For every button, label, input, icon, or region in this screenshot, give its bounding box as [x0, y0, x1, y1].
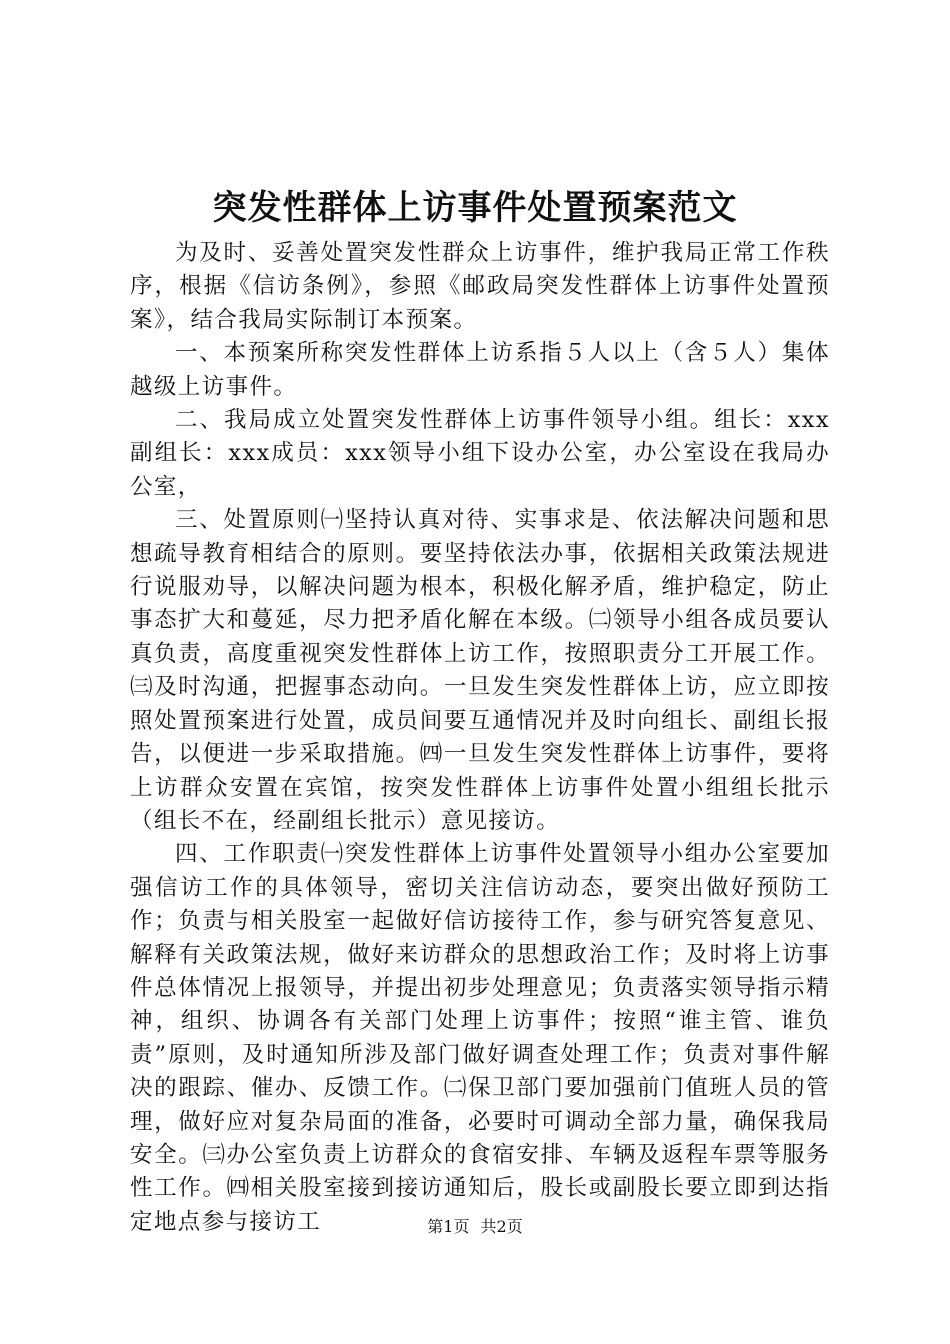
document-title: 突发性群体上访事件处置预案范文: [212, 188, 738, 228]
paragraph-intro: 为及时、妥善处置突发性群众上访事件，维护我局正常工作秩序，根据《信访条例》，参照《邮政局突发性群体上访事件处置预案》，结合我局实际制订本预案。: [130, 240, 830, 333]
paragraph-section-2: 二、我局成立处置突发性群体上访事件领导小组。组长：xxx副组长：xxx成员：xxx领导小组下设办公室，办公室设在我局办公室，: [130, 407, 830, 500]
paragraph-section-1: 一、本预案所称突发性群体上访系指５人以上（含５人）集体越级上访事件。: [130, 340, 830, 400]
page-total: 共2页: [480, 1217, 523, 1236]
page-number: 第1页: [427, 1217, 470, 1236]
document-body: [130, 237, 830, 1239]
page-footer: [0, 1215, 950, 1239]
paragraph-section-3: 三、处置原则㈠坚持认真对待、实事求是、依法解决问题和思想疏导教育相结合的原则。要坚持依法办事，依据相关政策法规进行说服劝导，以解决问题为根本，积极化解矛盾，维护稳定，防止事态扩大和蔓延，尽力把矛盾化解在本级。㈡领导小组各成员要认真负责，高度重视突发性群体上访工作，按照职责分工开展工作。㈢及时沟通，把握事态动向。一旦发生突发性群体上访，应立即按照处置预案进行处置，成员间要互通情况并及时向组长、副组长报告，以便进一步采取措施。㈣一旦发生突发性群体上访事件，要将上访群众安置在宾馆，按突发性群体上访事件处置小组组长批示（组长不在，经副组长批示）意见接访。: [130, 507, 830, 834]
paragraph-section-4: 四、工作职责㈠突发性群体上访事件处置领导小组办公室要加强信访工作的具体领导，密切关注信访动态，要突出做好预防工作；负责与相关股室一起做好信访接待工作，参与研究答复意见、解释有关政策法规，做好来访群众的思想政治工作；及时将上访事件总体情况上报领导，并提出初步处理意见；负责落实领导指示精神，组织、协调各有关部门处理上访事件；按照“谁主管、谁负责”原则，及时通知所涉及部门做好调查处理工作；负责对事件解决的跟踪、催办、反馈工作。㈡保卫部门要加强前门值班人员的管理，做好应对复杂局面的准备，必要时可调动全部力量，确保我局安全。㈢办公室负责上访群众的食宿安排、车辆及返程车票等服务性工作。㈣相关股室接到接访通知后，股长或副股长要立即到达指定地点参与接访工: [130, 841, 830, 1235]
